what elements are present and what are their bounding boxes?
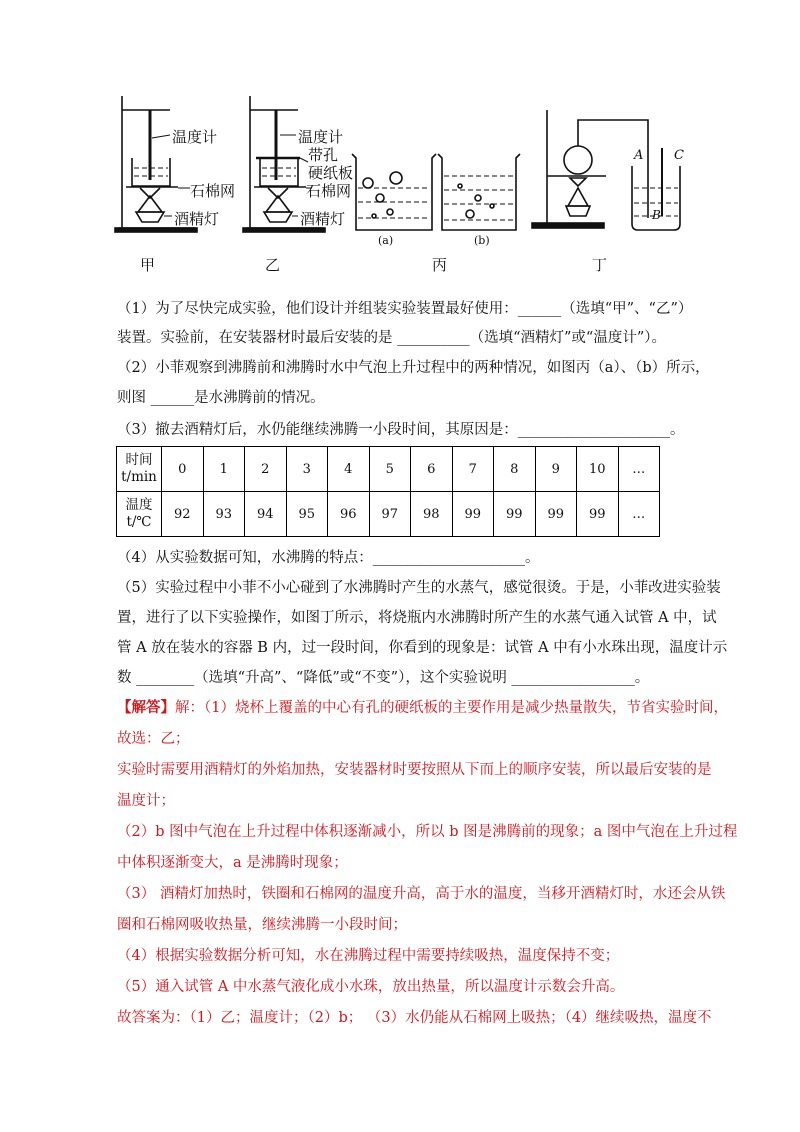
table-cell: 95 — [286, 492, 328, 537]
table-row-time — [117, 447, 660, 492]
question-1-line-1: （1）为了尽快完成实验，他们设计并组装实验装置最好使用：______（选填“甲”、“乙”） — [117, 301, 693, 317]
answer-line-11: 故答案为：（1）乙；温度计；（2）b； （3）水仍能从石棉网上吸热；（4）继续吸热，温度不 — [117, 1010, 712, 1026]
answer-line-9: （4）根据实验数据分析可知，水在沸腾过程中需要持续吸热，温度保持不变； — [117, 948, 620, 964]
answer-line-7: （3） 酒精灯加热时，铁圈和石棉网的温度升高，高于水的温度，当移开酒精灯时，水还会从铁 — [117, 886, 726, 902]
label-lamp-yi: 酒精灯 — [300, 210, 346, 228]
beaker-a — [352, 154, 436, 230]
table-cell: 98 — [411, 492, 453, 537]
label-C: C — [674, 148, 684, 163]
answer-line-6: 中体积逐渐变大，a 是沸腾时现象； — [117, 855, 348, 871]
experiment-figure — [100, 88, 720, 278]
table-cell: … — [618, 492, 660, 537]
table-cell: 94 — [245, 492, 287, 537]
table-cell: 93 — [203, 492, 245, 537]
label-beaker-b: (b) — [474, 234, 490, 247]
table-cell: 5 — [369, 447, 411, 492]
table-cell: 6 — [411, 447, 453, 492]
beaker-b — [438, 154, 520, 230]
header-time-1: 时间 — [125, 452, 153, 468]
caption-bing: 丙 — [432, 256, 448, 274]
table-cell: 10 — [577, 447, 619, 492]
table-cell: 9 — [535, 447, 577, 492]
question-5-line-4: 数 ________（选填“升高”、“降低”或“不变”），这个实验说明 _________________。 — [117, 670, 650, 686]
table-cell: 99 — [494, 492, 536, 537]
label-beaker-a: (a) — [378, 234, 394, 247]
header-time-2: t/min — [121, 469, 157, 485]
label-board-1: 带孔 — [308, 146, 339, 164]
question-5-line-3: 管 A 放在装水的容器 B 内，过一段时间，你看到的现象是：试管 A 中有小水珠出现，温度计示 — [117, 640, 728, 656]
answer-line-5: （2）b 图中气泡在上升过程中体积逐渐减小，所以 b 图是沸腾前的现象；a 图中气泡在上升过程 — [117, 824, 738, 840]
label-board-2: 硬纸板 — [308, 164, 354, 182]
label-lamp-jia: 酒精灯 — [174, 210, 220, 228]
table-cell: 3 — [286, 447, 328, 492]
label-asbestos-jia: 石棉网 — [190, 182, 236, 200]
table-cell: 99 — [452, 492, 494, 537]
table-row-temp — [117, 492, 660, 537]
table-cell: 99 — [577, 492, 619, 537]
question-5-line-2: 置，进行了以下实验操作，如图丁所示，将烧瓶内水沸腾时所产生的水蒸气通入试管 A 中，试 — [117, 610, 717, 626]
answer-line-3: 实验时需要用酒精灯的外焰加热，安装器材时要按照从下而上的顺序安装，所以最后安装的是 — [117, 762, 712, 778]
answer-tag: 【解答】 — [117, 699, 175, 716]
label-asbestos-yi: 石棉网 — [306, 182, 352, 200]
question-3-line-1: （3）撤去酒精灯后，水仍能继续沸腾一小段时间，其原因是：_____________________。 — [117, 422, 685, 438]
caption-yi: 乙 — [265, 256, 281, 274]
answer-line-1 — [117, 698, 728, 718]
answer-line-2: 故选：乙； — [117, 731, 190, 747]
question-2-line-2: 则图 ______是水沸腾前的情况。 — [117, 390, 325, 406]
label-container-B: B — [652, 208, 661, 222]
question-2-line-1: （2）小菲观察到沸腾前和沸腾时水中气泡上升过程中的两种情况，如图丙（a）、（b）所示， — [117, 360, 710, 376]
table-cell: 0 — [162, 447, 204, 492]
label-thermometer-jia: 温度计 — [172, 128, 218, 146]
table-cell: 96 — [328, 492, 370, 537]
caption-ding: 丁 — [592, 256, 608, 274]
table-cell: 1 — [203, 447, 245, 492]
question-5-line-1: （5）实验过程中小菲不小心碰到了水沸腾时产生的水蒸气，感觉很烫。于是，小菲改进实验装 — [117, 580, 721, 596]
question-4-line-1: （4）从实验数据可知，水沸腾的特点：_____________________。 — [117, 550, 540, 566]
table-header-time — [117, 447, 162, 492]
data-table — [116, 446, 660, 537]
caption-jia: 甲 — [140, 256, 156, 274]
label-tube-A: A — [634, 148, 644, 163]
table-cell: 92 — [162, 492, 204, 537]
table-cell: 4 — [328, 447, 370, 492]
table-cell: 7 — [452, 447, 494, 492]
answer-line-10: （5）通入试管 A 中水蒸气液化成小水珠，放出热量，所以温度计示数会升高。 — [117, 979, 625, 995]
table-cell: 97 — [369, 492, 411, 537]
answer-line-8: 圈和石棉网吸收热量，继续沸腾一小段时间； — [117, 917, 407, 933]
answer-text-1: 解：（1）烧杯上覆盖的中心有孔的硬纸板的主要作用是减少热量散失，节省实验时间， — [175, 700, 728, 716]
table-header-temp — [117, 492, 162, 537]
answer-line-4: 温度计； — [117, 793, 175, 809]
table-cell: 2 — [245, 447, 287, 492]
label-thermometer-yi: 温度计 — [298, 128, 344, 146]
header-temp-1: 温度 — [125, 497, 153, 513]
table-cell: 99 — [535, 492, 577, 537]
table-cell: … — [618, 447, 660, 492]
table-cell: 8 — [494, 447, 536, 492]
header-temp-2: t/℃ — [126, 514, 152, 530]
question-1-line-2: 装置。实验前，在安装器材时最后安装的是 __________（选填“酒精灯”或“温度计”）。 — [117, 330, 667, 346]
